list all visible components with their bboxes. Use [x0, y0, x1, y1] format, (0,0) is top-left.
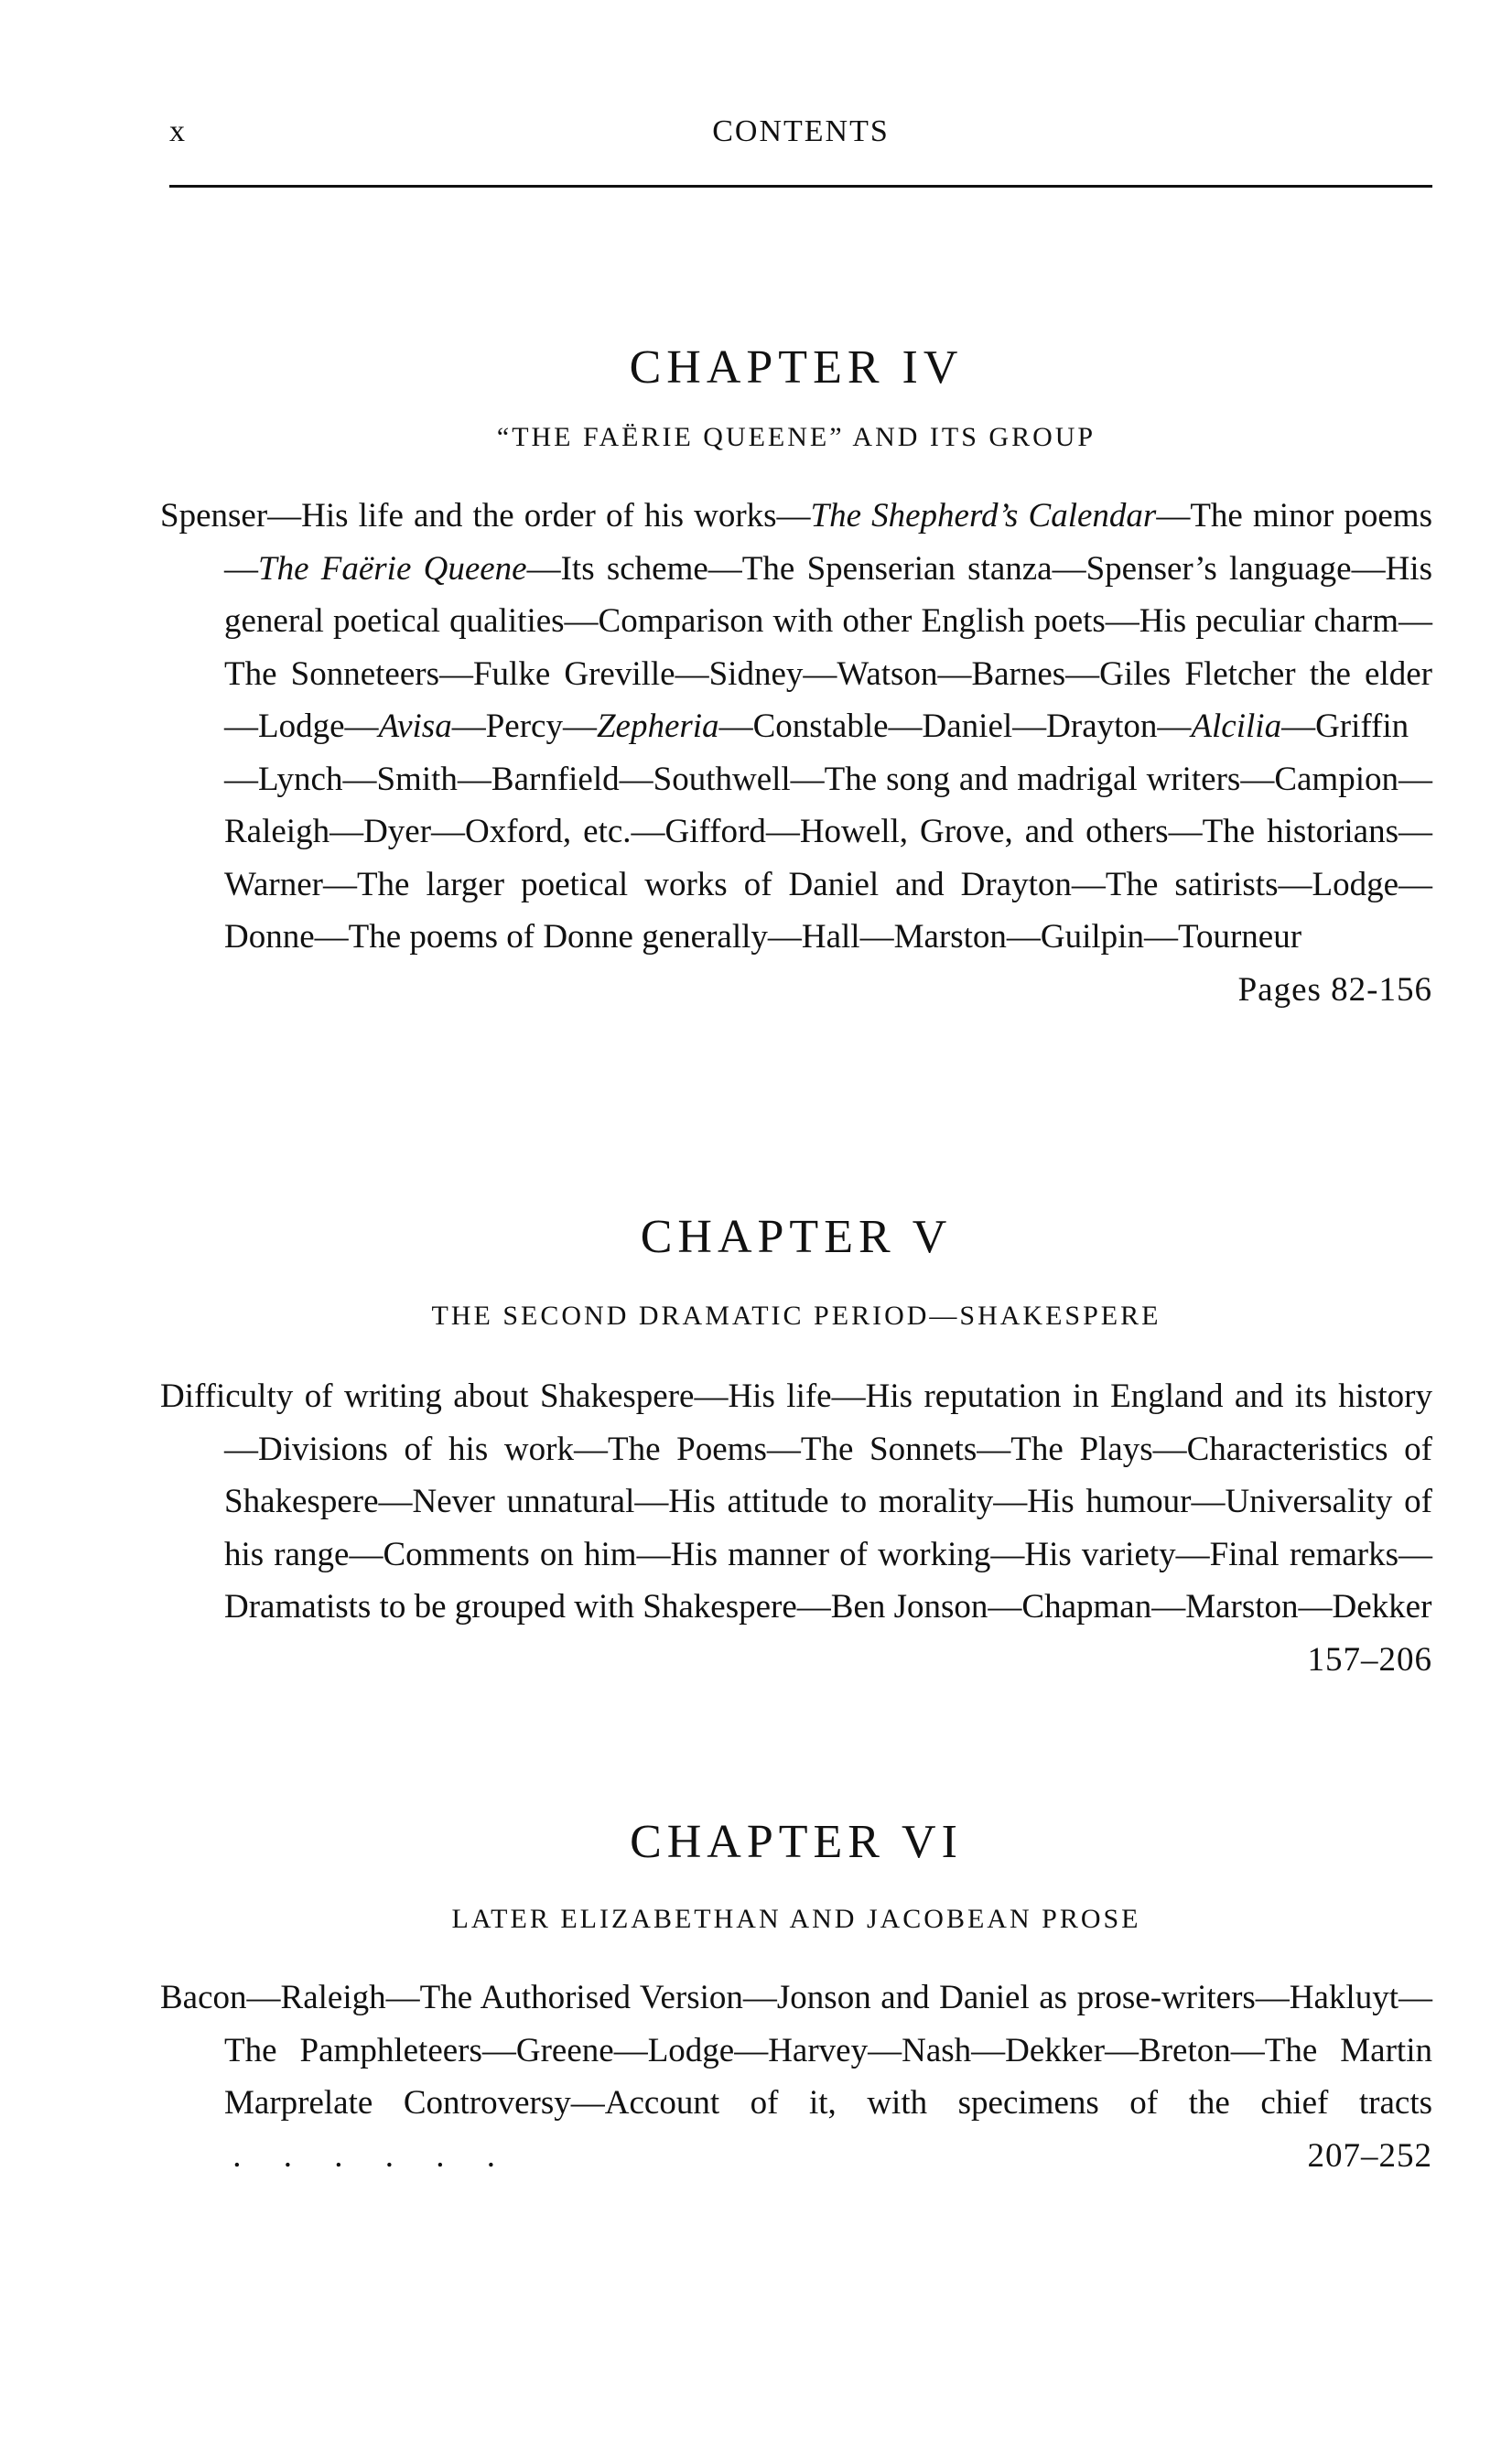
- running-title: CONTENTS: [712, 114, 890, 148]
- page-range: 207–252: [1307, 2136, 1432, 2175]
- chapter-subtitle: LATER ELIZABETHAN AND JACOBEAN PROSE: [451, 1904, 1141, 1934]
- chapter-v: [160, 1210, 1432, 1686]
- chapter-summary: Difficulty of writing about Shakespere—His life—His reputation in England and its history—Divisions of his work—The Poems—The Sonnets—The Plays—Characteristics of Shakespere—Never unnatural—His attitude to morality—His humour—Universality of his range—Comments on him—His manner of working—His variety—Final remarks—Dramatists to be grouped with Shakespere—Ben Jonson—Chapman—Marston—Dekker 157–206: [160, 1370, 1432, 1686]
- chapter-summary: Spenser—His life and the order of his works—The Shepherd’s Calendar—The minor poems—The Faërie Queene—Its scheme—The Spenserian stanza—Spenser’s language—His general poetical qualities—Comparison with other English poets—His peculiar charm—The Sonneteers—Fulke Greville—Sidney—Watson—Barnes—Giles Fletcher the elder—Lodge—Avisa—Percy—Zepheria—Constable—Daniel—Drayton—Alcilia—Griffin—Lynch—Smith—Barnfield—Southwell—The song and madrigal writers—Campion—Raleigh—Dyer—Oxford, etc.—Gifford—Howell, Grove, and others—The historians—Warner—The larger poetical works of Daniel and Drayton—The satirists—Lodge—Donne—The poems of Donne generally—Hall—Marston—Guilpin—Tourneur Pages 82-156: [160, 490, 1432, 964]
- chapter-vi: [160, 1815, 1432, 2182]
- chapter-heading: CHAPTER V: [640, 1211, 953, 1263]
- chapter-heading: CHAPTER IV: [629, 341, 964, 394]
- chapter-heading: CHAPTER VI: [630, 1816, 963, 1868]
- page-range: Pages 82-156: [1237, 970, 1432, 1009]
- page-number: x: [169, 114, 186, 148]
- page-range: 157–206: [1307, 1640, 1432, 1679]
- running-head: [169, 114, 1432, 160]
- header-rule: [169, 185, 1432, 188]
- dot-leaders: . . . . . .: [224, 2136, 504, 2175]
- chapter-subtitle: THE SECOND DRAMATIC PERIOD—SHAKESPERE: [431, 1301, 1161, 1331]
- chapter-summary: Bacon—Raleigh—The Authorised Version—Jonson and Daniel as prose-writers—Hakluyt—The Pamphleteers—Greene—Lodge—Harvey—Nash—Dekker—Breton—The Martin Marprelate Controversy—Account of it, with specimens of the chief tracts . . . . . . 207–252: [160, 1971, 1432, 2182]
- chapter-subtitle: “THE FAËRIE QUEENE” AND ITS GROUP: [496, 422, 1096, 452]
- chapter-iv: [160, 340, 1432, 1016]
